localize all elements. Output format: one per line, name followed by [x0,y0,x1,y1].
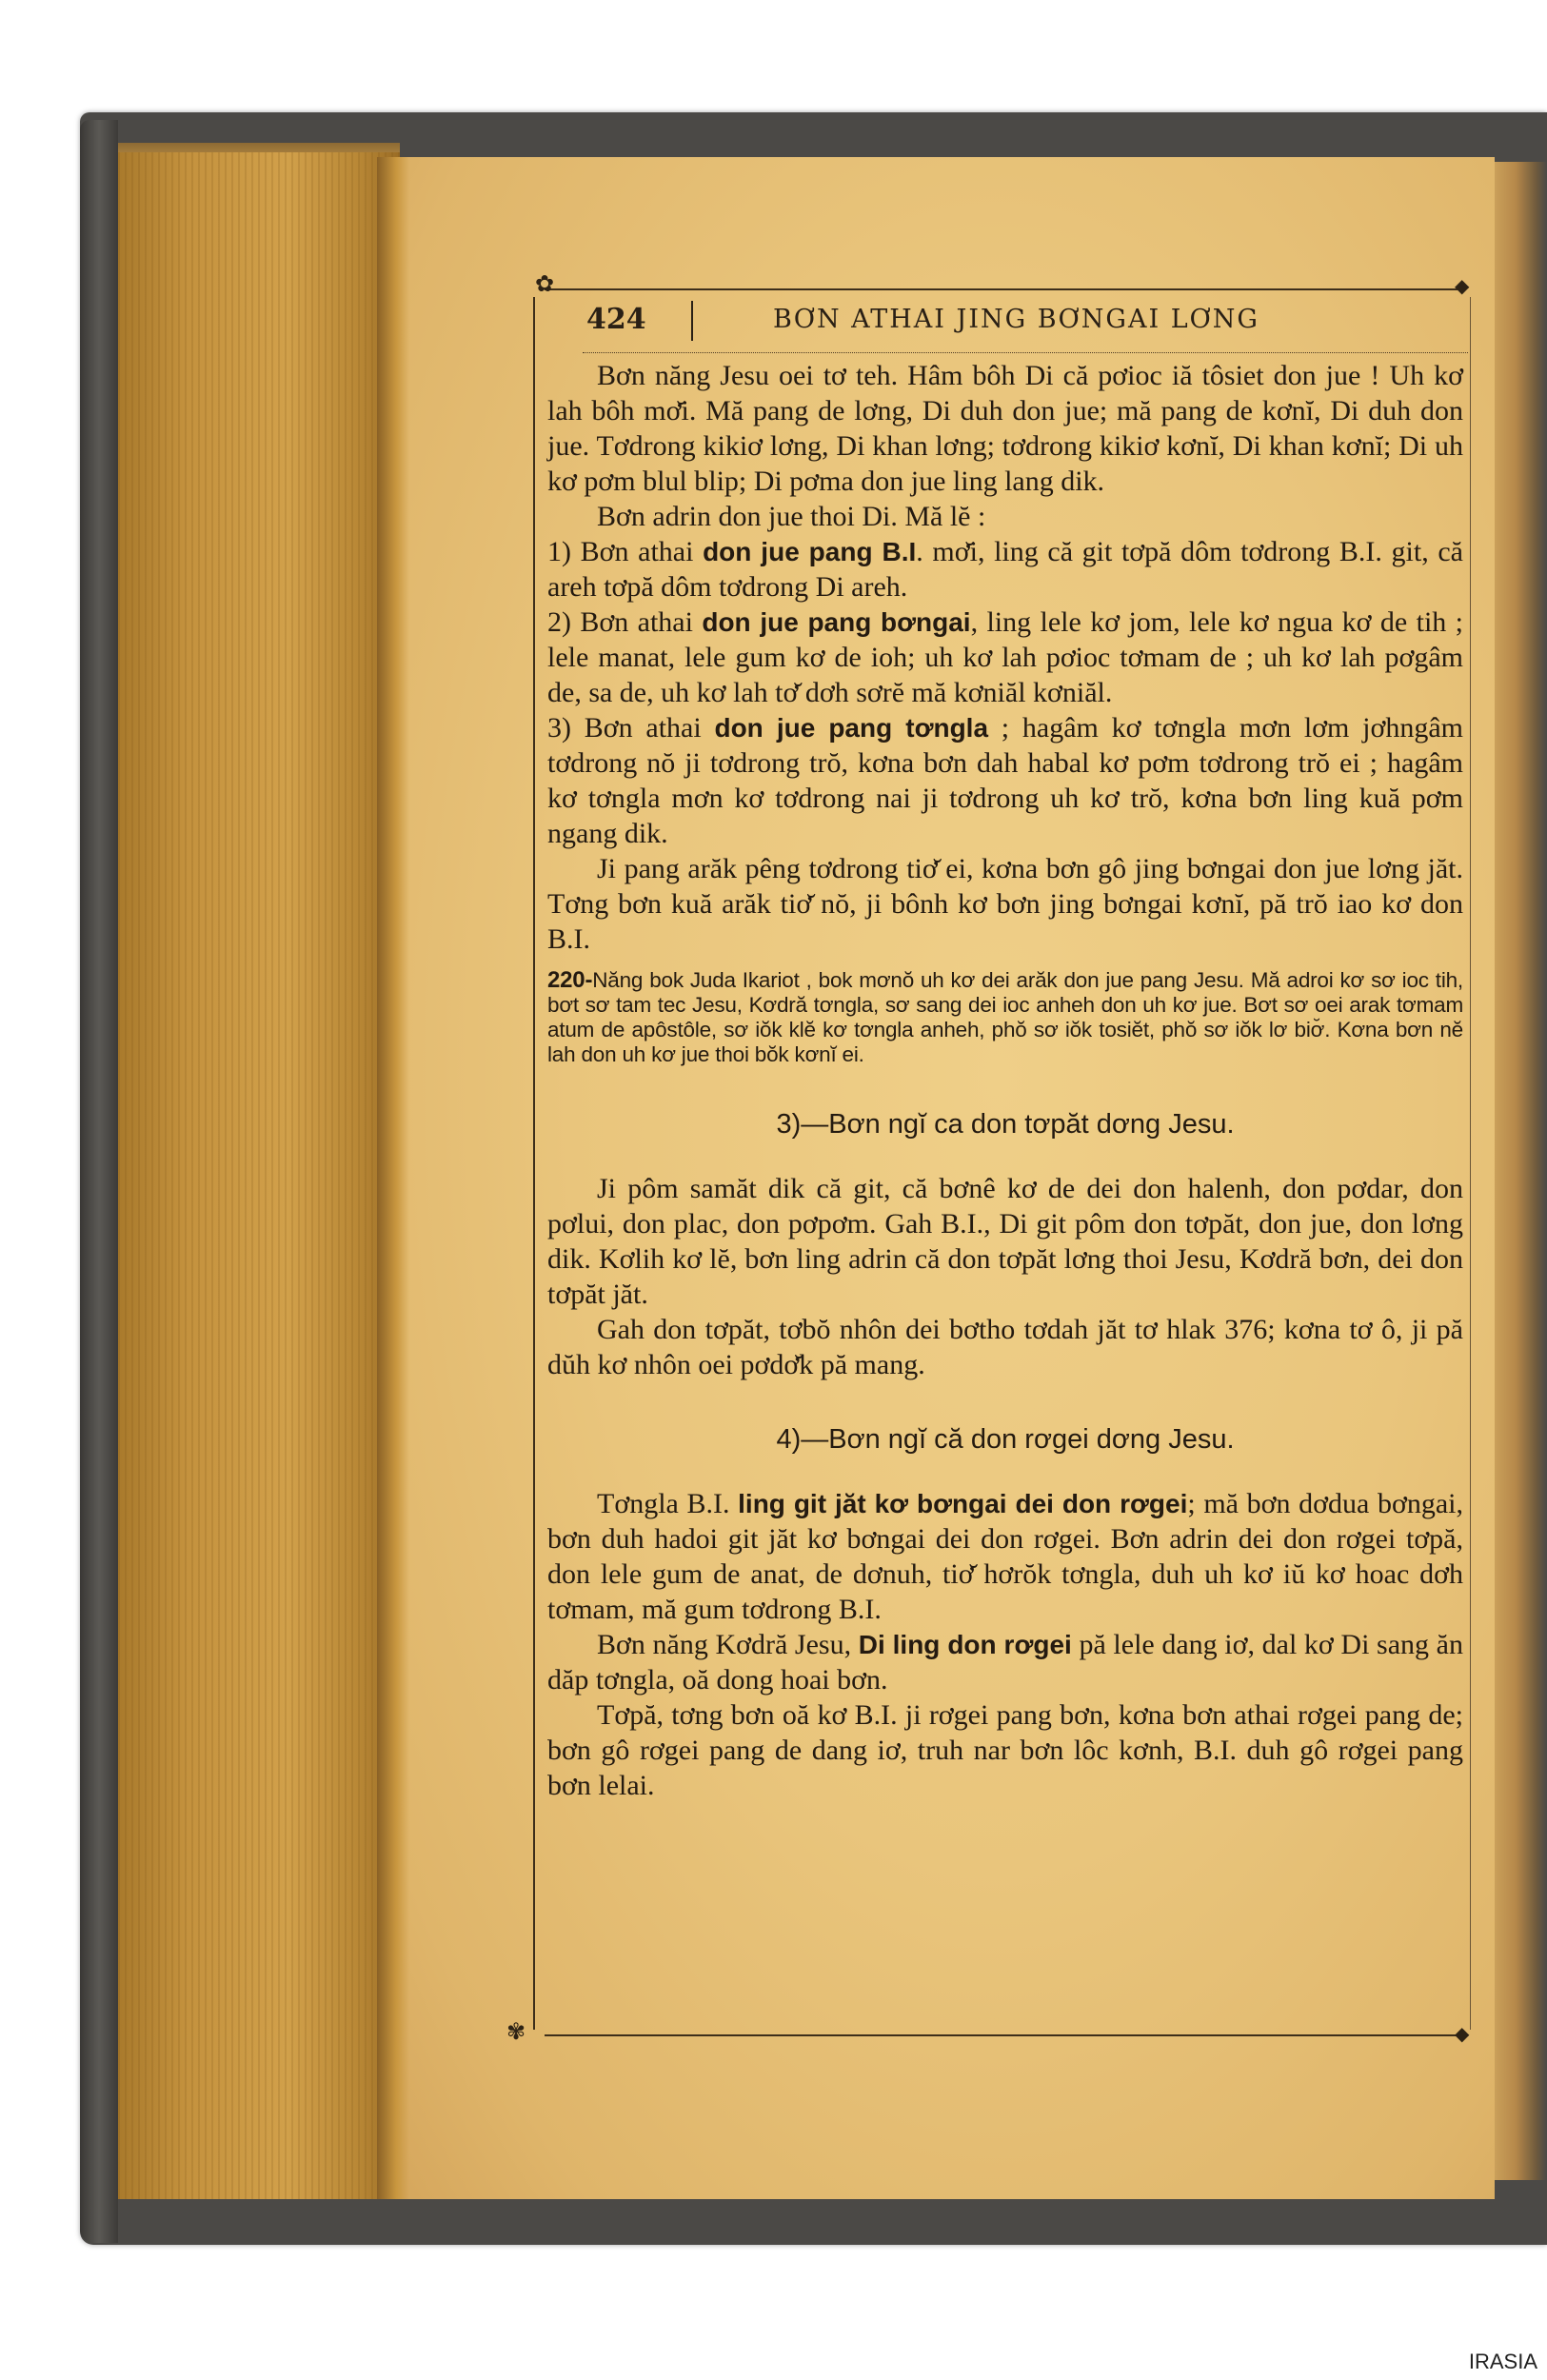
ornament-top-left-icon: ✿ [535,270,555,297]
footnote-220 [547,968,1463,1067]
page-stack-edges [118,152,400,2199]
paragraph: Ji pang arăk pêng tơdrong tiơ̆ ei, kơna bơn gô jing bơngai don jue lơng jăt. Tơng bơn kuă arăk tiơ̆ nŏ, ji bônh kơ bơn jing bơngai kơnĭ, pă trŏ iao kơ don B.I. [547,853,1463,955]
watermark: IRASIA [1468,2350,1537,2373]
ornament-bottom-right-icon: ◆ [1455,2022,1470,2045]
paragraph: Bơn năng Kơdră Jesu, Di ling don rơgei pă lele dang iơ, dal kơ Di sang ăn dăp tơngla, oă dong hoai bơn. [547,1629,1464,1696]
bold-phrase: don jue pang tơngla [714,713,989,743]
header-separator [691,301,693,341]
paragraph: Gah don tơpăt, tơbŏ nhôn dei bơtho tơdah jăt tơ hlak 376; kơna tơ ô, ji pă dŭh kơ nhôn oei pơdơ̆k pă mang. [547,1314,1463,1380]
frame-rule-right [1470,297,1471,2030]
page-gutter [377,157,409,2199]
frame-rule-left [533,297,535,2030]
running-title: BƠN ATHAI JING BƠNGAI LƠNG [773,305,1259,334]
frame-rule-top [545,288,1458,290]
ornament-top-right-icon: ◆ [1455,274,1470,297]
paragraph: 3) Bơn athai don jue pang tơngla ; hagâm kơ tơngla mơn lơm jơhngâm tơdrong nŏ ji tơdrong trŏ, kơna bơn dah habal kơ pơm tơdrong trŏ ei ; hagâm kơ tơngla mơn kơ tơdrong nai ji tơdrong uh kơ trŏ, kơna bơn ling kuă pơm ngang dik. [547,712,1463,849]
page-text [547,358,1463,1803]
paragraph: Ji pôm samăt dik că git, că bơnê kơ de dei don halenh, don pơdar, don pơlui, don plac, don pơpơm. Gah B.I., Di git pôm don tơpăt, don jue, don lơng dik. Kơlih kơ lĕ, bơn ling adrin că don tơpăt lơng thoi Jesu, Kơdră bơn, dei don tơpăt jăt. [547,1173,1463,1310]
paragraph: Bơn adrin don jue thoi Di. Mă lĕ : [597,501,986,532]
bold-phrase: don jue pang B.I [703,537,917,566]
paragraph: 2) Bơn athai don jue pang bơngai, ling lele kơ jom, lele kơ ngua kơ de tih ; lele manat, lele gum kơ de ioh; uh kơ lah pơioc tơmam de ; uh kơ lah pơgâm de, sa de, uh kơ lah tơ̆ dơh sơrĕ mă kơniăl kơniăl. [547,606,1463,708]
paragraph: Tơpă, tơng bơn oă kơ B.I. ji rơgei pang bơn, kơna bơn athai rơgei pang de; bơn gô rơgei pang de dang iơ, truh nar bơn lôc kơnh, B.I. duh gô rơgei pang bơn lelai. [547,1699,1463,1801]
section-4-title: 4)—Bơn ngĭ că don rơgei dơng Jesu. [776,1424,1235,1455]
page-header [583,303,1468,345]
bold-phrase: ling git jăt kơ bơngai dei don rơgei [738,1489,1188,1518]
section-3-title: 3)—Bơn ngĭ ca don tơpăt dơng Jesu. [776,1109,1235,1140]
ornament-bottom-left-icon: ✾ [506,2018,526,2045]
note-number: 220- [547,967,593,993]
book-spine [80,120,118,2243]
paragraph: 1) Bơn athai don jue pang B.I. mơ̆i, ling că git tơpă dôm tơdrong B.I. git, că areh tơpă dôm tơdrong Di areh. [547,536,1463,603]
header-rule [583,352,1468,353]
bold-phrase: Di ling don rơgei [858,1630,1072,1659]
page-number: 424 [586,303,646,336]
bold-phrase: don jue pang bơngai [702,607,971,637]
note-text: Năng bok Juda Ikariot , bok mơnŏ uh kơ dei arăk don jue pang Jesu. Mă adroi kơ sơ ioc tih, bơt sơ tam tec Jesu, Kơdră tơngla, sơ sang dei ioc anheh don uh kơ jue. Bơt sơ oei arak tơmam atum de apôstôle, sơ iŏk klĕ kơ tơngla anheh, phŏ sơ iŏk tosiĕt, phŏ sơ iŏk lơ biơ̆. Kơna bơn nĕ lah don uh kơ jue thoi bŏk kơnĭ ei. [547,968,1463,1066]
facing-page-edge [1495,162,1547,2180]
paragraph: Bơn năng Jesu oei tơ teh. Hâm bôh Di că pơioc iă tôsiet don jue ! Uh kơ lah bôh mơ̆i. Mă pang de lơng, Di duh don jue; mă pang de kơnĭ, Di duh don jue. Tơdrong kikiơ lơng, Di khan lơng; tơdrong kikiơ kơnĭ, Di khan kơnĭ; Di uh kơ pơm blul blip; Di pơma don jue ling lang dik. [547,360,1463,497]
frame-rule-bottom [545,2034,1458,2036]
paragraph: Tơngla B.I. ling git jăt kơ bơngai dei don rơgei; mă bơn dơdua bơngai, bơn duh hadoi git jăt kơ bơngai dei don rơgei. Bơn adrin dei don rơgei tơpă, don lele gum de anat, de dơnuh, tiơ̆ hơrŏk tơngla, duh uh kơ iŭ kơ hoac dơh tơmam, mă gum tơdrong B.I. [547,1488,1463,1625]
